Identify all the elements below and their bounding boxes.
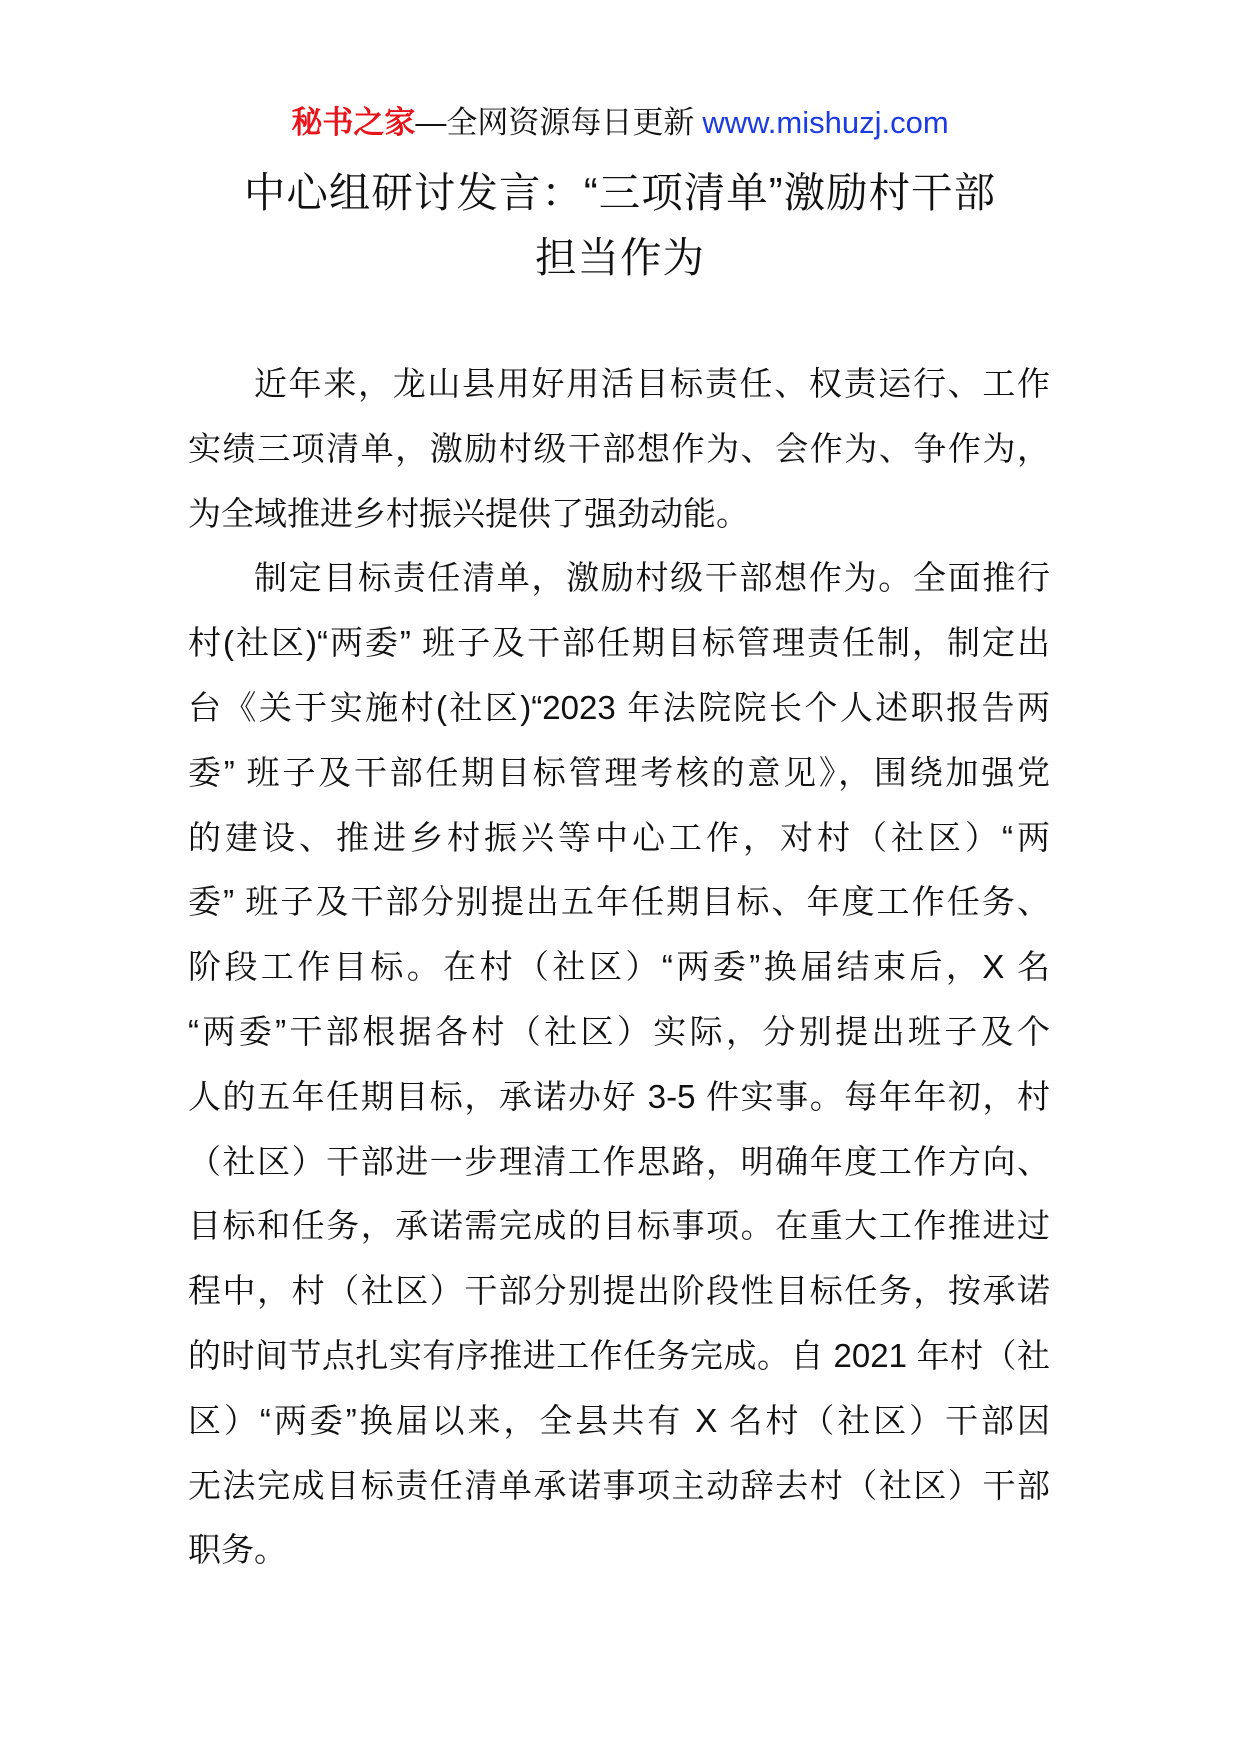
paragraph bbox=[188, 546, 1050, 1583]
paragraph-line: 近年来，龙山县用好用活目标责任、权责运行、工作 bbox=[254, 365, 1050, 402]
paragraph-line: 区）“两委”换届以来，全县共有 X 名村（社区）干部因 bbox=[188, 1401, 1050, 1439]
paragraph-line: 人的五年任期目标，承诺办好 3-5 件实事。每年年初，村 bbox=[188, 1077, 1050, 1115]
paragraph-line: “两委”干部根据各村（社区）实际，分别提出班子及个 bbox=[188, 1012, 1050, 1050]
paragraph-line: 阶段工作目标。在村（社区）“两委”换届结束后，X 名 bbox=[188, 948, 1050, 986]
paragraph-line: 实绩三项清单，激励村级干部想作为、会作为、争作为， bbox=[188, 429, 1050, 467]
paragraph-line: 委” 班子及干部任期目标管理考核的意见》，围绕加强党 bbox=[188, 753, 1050, 791]
paragraph-line: 为全域推进乡村振兴提供了强劲动能。 bbox=[188, 494, 749, 532]
document-title bbox=[0, 160, 1240, 290]
paragraph-line: 制定目标责任清单，激励村级干部想作为。全面推行 bbox=[254, 559, 1050, 597]
paragraph-line: 职务。 bbox=[188, 1531, 287, 1569]
title-line: 中心组研讨发言：“三项清单”激励村干部 bbox=[243, 169, 997, 216]
title-line: 担当作为 bbox=[534, 234, 705, 281]
paragraph bbox=[188, 352, 1050, 546]
paragraph-line: 无法完成目标责任清单承诺事项主动辞去村（社区）干部 bbox=[188, 1466, 1050, 1504]
site-tagline: —全网资源每日更新 bbox=[415, 105, 695, 140]
paragraph-line: 村(社区)“两委” 班子及干部任期目标管理责任制，制定出 bbox=[188, 624, 1050, 662]
paragraph-line: 委” 班子及干部分别提出五年任期目标、年度工作任务、 bbox=[188, 883, 1050, 921]
paragraph-line: 目标和任务，承诺需完成的目标事项。在重大工作推进过 bbox=[188, 1207, 1050, 1245]
paragraph-line: 的建设、推进乡村振兴等中心工作，对村（社区）“两 bbox=[188, 818, 1050, 856]
site-url: www.mishuzj.com bbox=[702, 105, 949, 140]
site-header bbox=[0, 100, 1240, 146]
paragraph-line: （社区）干部进一步理清工作思路，明确年度工作方向、 bbox=[188, 1142, 1050, 1180]
document-body bbox=[188, 352, 1050, 1583]
paragraph-line: 的时间节点扎实有序推进工作任务完成。自 2021 年村（社 bbox=[188, 1336, 1050, 1374]
paragraph-line: 台《关于实施村(社区)“2023 年法院院长个人述职报告两 bbox=[188, 688, 1050, 726]
site-brand: 秘书之家 bbox=[291, 105, 416, 140]
paragraph-line: 程中，村（社区）干部分别提出阶段性目标任务，按承诺 bbox=[188, 1272, 1050, 1310]
